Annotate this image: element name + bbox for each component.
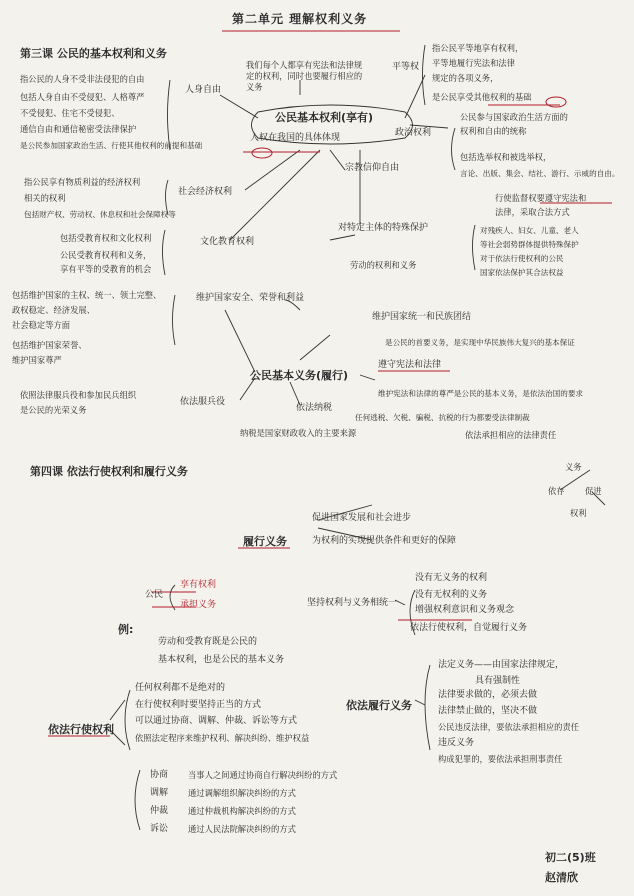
equal-branch: 平等权: [392, 62, 420, 72]
citizen-item: 享有权利: [180, 580, 217, 590]
political-branch: 政治权利: [395, 128, 432, 138]
exercise-item: 在行使权利时要坚持正当的方式: [135, 700, 262, 710]
social-item: 相关的权利: [24, 193, 66, 203]
method-key: 诉讼: [150, 824, 169, 834]
method-value: 通过仲裁机构解决纠纷的方式: [188, 806, 296, 816]
duty-security-item: 维护国家尊严: [12, 355, 62, 365]
personal-item: 包括人身自由不受侵犯、人格尊严: [20, 92, 145, 102]
social-item: 包括财产权、劳动权、休息权和社会保障权等: [24, 210, 176, 219]
tax: 依法纳税: [296, 403, 333, 413]
unity-item: 没有无权利的义务: [415, 590, 488, 600]
perform-item: 法律禁止做的，坚决不做: [438, 706, 538, 716]
personal-item: 是公民参加国家政治生活、行使其他权利的前提和基础: [20, 141, 203, 150]
equal-item: 规定的各项义务，: [432, 73, 499, 83]
method-key: 仲裁: [150, 806, 169, 816]
religious-freedom: 宗教信仰自由: [345, 163, 400, 173]
social-branch: 社会经济权利: [178, 187, 233, 197]
legend-duty: 义务: [565, 462, 582, 472]
culture-item: 包括受教育权和文化权利: [60, 233, 152, 243]
supervision-line: 法律，采取合法方式: [495, 207, 570, 217]
duty-security-item: 包括维护国家荣誉、: [12, 340, 87, 350]
citizen-item: 承担义务: [180, 600, 217, 610]
exercise-item: 任何权利都不是绝对的: [135, 683, 226, 693]
exercise-item: 依照法定程序来维护权利、解决纠纷、维护权益: [135, 733, 310, 743]
method-key: 调解: [150, 788, 169, 798]
special-protection: 对特定主体的特殊保护: [338, 223, 429, 233]
perform-item: 具有强制性: [475, 676, 521, 686]
special-item: 等社会弱势群体提供特殊保护: [480, 240, 579, 249]
special-item: 对残疾人、妇女、儿童、老人: [480, 226, 579, 235]
special-item: 对于依法行使权利的公民: [480, 254, 564, 263]
example-text: 劳动和受教育既是公民的: [158, 637, 258, 647]
signature-name: 赵清欣: [545, 871, 578, 884]
perform-item: 公民违反法律，要依法承担相应的责任: [438, 722, 580, 732]
political-item: 权利和自由的统称: [460, 126, 527, 136]
special-item: 国家依法保护其合法权益: [480, 268, 564, 277]
example-label: 例:: [118, 623, 134, 636]
duty-law-detail: 维护宪法和法律的尊严是公民的基本义务，是依法治国的要求: [378, 389, 584, 398]
legend-dependence: 依存: [548, 486, 565, 496]
duties-center: 公民基本义务(履行): [250, 369, 349, 382]
political-item: 公民参与国家政治生活方面的: [460, 112, 568, 122]
duty-security: 维护国家安全、荣誉和利益: [196, 293, 305, 303]
personal-branch: 人身自由: [185, 85, 222, 95]
citizen: 公民: [145, 590, 164, 600]
perform-item: 法定义务——由国家法律规定，: [438, 660, 565, 670]
culture-item: 公民受教育权利和义务，: [60, 250, 152, 260]
fulfill-item: 促进国家发展和社会进步: [312, 513, 412, 523]
unity-item: 增强权利意识和义务观念: [415, 605, 515, 615]
political-item: 包括选举权和被选举权，: [460, 152, 552, 162]
method-value: 当事人之间通过协商自行解决纠纷的方式: [188, 770, 338, 780]
duty-security-item: 政权稳定、经济发展、: [12, 305, 95, 315]
lesson3-title: 第三课 公民的基本权利和义务: [20, 47, 167, 60]
duty-security-item: 社会稳定等方面: [12, 320, 71, 330]
exercise-branch: 依法行使权利: [48, 723, 114, 736]
perform-item: 违反义务: [438, 738, 475, 748]
legend-promotion: 促进: [585, 486, 602, 496]
perform-item: 法律要求做的，必须去做: [438, 690, 538, 700]
method-value: 通过调解组织解决纠纷的方式: [188, 788, 296, 798]
fulfill-item: 为权利的实现提供条件和更好的保障: [312, 536, 457, 546]
unity-item: 依法行使权利，自觉履行义务: [410, 623, 528, 633]
political-item: 言论、出版、集会、结社、游行、示威的自由。: [460, 169, 620, 178]
lesson4-title: 第四课 依法行使权利和履行义务: [30, 465, 188, 478]
equal-item: 是公民享受其他权利的基础: [432, 92, 532, 102]
perform-item: 构成犯罪的，要依法承担刑事责任: [438, 754, 563, 764]
center-note: 我们每个人都享有宪法和法律规定的权利，同时也要履行相应的义务: [246, 60, 363, 92]
personal-item: 不受侵犯、住宅不受侵犯、: [20, 108, 120, 118]
fulfill-duty: 履行义务: [243, 535, 287, 548]
method-key: 协商: [150, 770, 169, 780]
duty-military-item: 是公民的光荣义务: [20, 405, 87, 415]
rights-center-branch: 人权在我国的具体体现: [250, 133, 341, 143]
rights-center: 公民基本权利(享有): [275, 111, 374, 124]
legend-right: 权利: [570, 508, 587, 518]
duty-military: 依法服兵役: [180, 397, 226, 407]
supervision-line: 行使监督权要遵守宪法和: [495, 193, 587, 203]
exercise-item: 可以通过协商、调解、仲裁、诉讼等方式: [135, 716, 298, 726]
culture-branch: 文化教育权利: [200, 237, 255, 247]
unity-branch: 坚持权利与义务相统一: [307, 598, 398, 608]
personal-item: 指公民的人身不受非法侵犯的自由: [20, 74, 145, 84]
penalty: 依法承担相应的法律责任: [465, 430, 557, 440]
unit-title: 第二单元 理解权利义务: [232, 12, 368, 26]
unity-item: 没有无义务的权利: [415, 573, 488, 583]
duty-unity: 维护国家统一和民族团结: [372, 312, 472, 322]
personal-item: 通信自由和通信秘密受法律保护: [20, 124, 137, 134]
duty-military-item: 依照法律服兵役和参加民兵组织: [20, 390, 137, 400]
labor-rights: 劳动的权利和义务: [350, 260, 417, 270]
duty-security-item: 包括维护国家的主权、统一、领土完整、: [12, 290, 162, 300]
method-value: 通过人民法院解决纠纷的方式: [188, 824, 296, 834]
perform-branch: 依法履行义务: [346, 699, 412, 712]
equal-item: 指公民平等地享有权利，: [432, 43, 524, 53]
tax-item: 纳税是国家财政收入的主要来源: [240, 428, 357, 438]
duty-law: 遵守宪法和法律: [378, 360, 442, 370]
signature-class: 初二(5)班: [545, 851, 596, 864]
culture-item: 享有平等的受教育的机会: [60, 264, 152, 274]
tax-item: 任何逃税、欠税、骗税、抗税的行为都要受法律制裁: [355, 413, 530, 422]
social-item: 指公民享有物质利益的经济权利: [24, 177, 141, 187]
equal-item: 平等地履行宪法和法律: [432, 58, 515, 68]
duty-unity-detail: 是公民的首要义务，是实现中华民族伟大复兴的基本保证: [385, 338, 575, 347]
example-text: 基本权利，也是公民的基本义务: [158, 655, 285, 665]
